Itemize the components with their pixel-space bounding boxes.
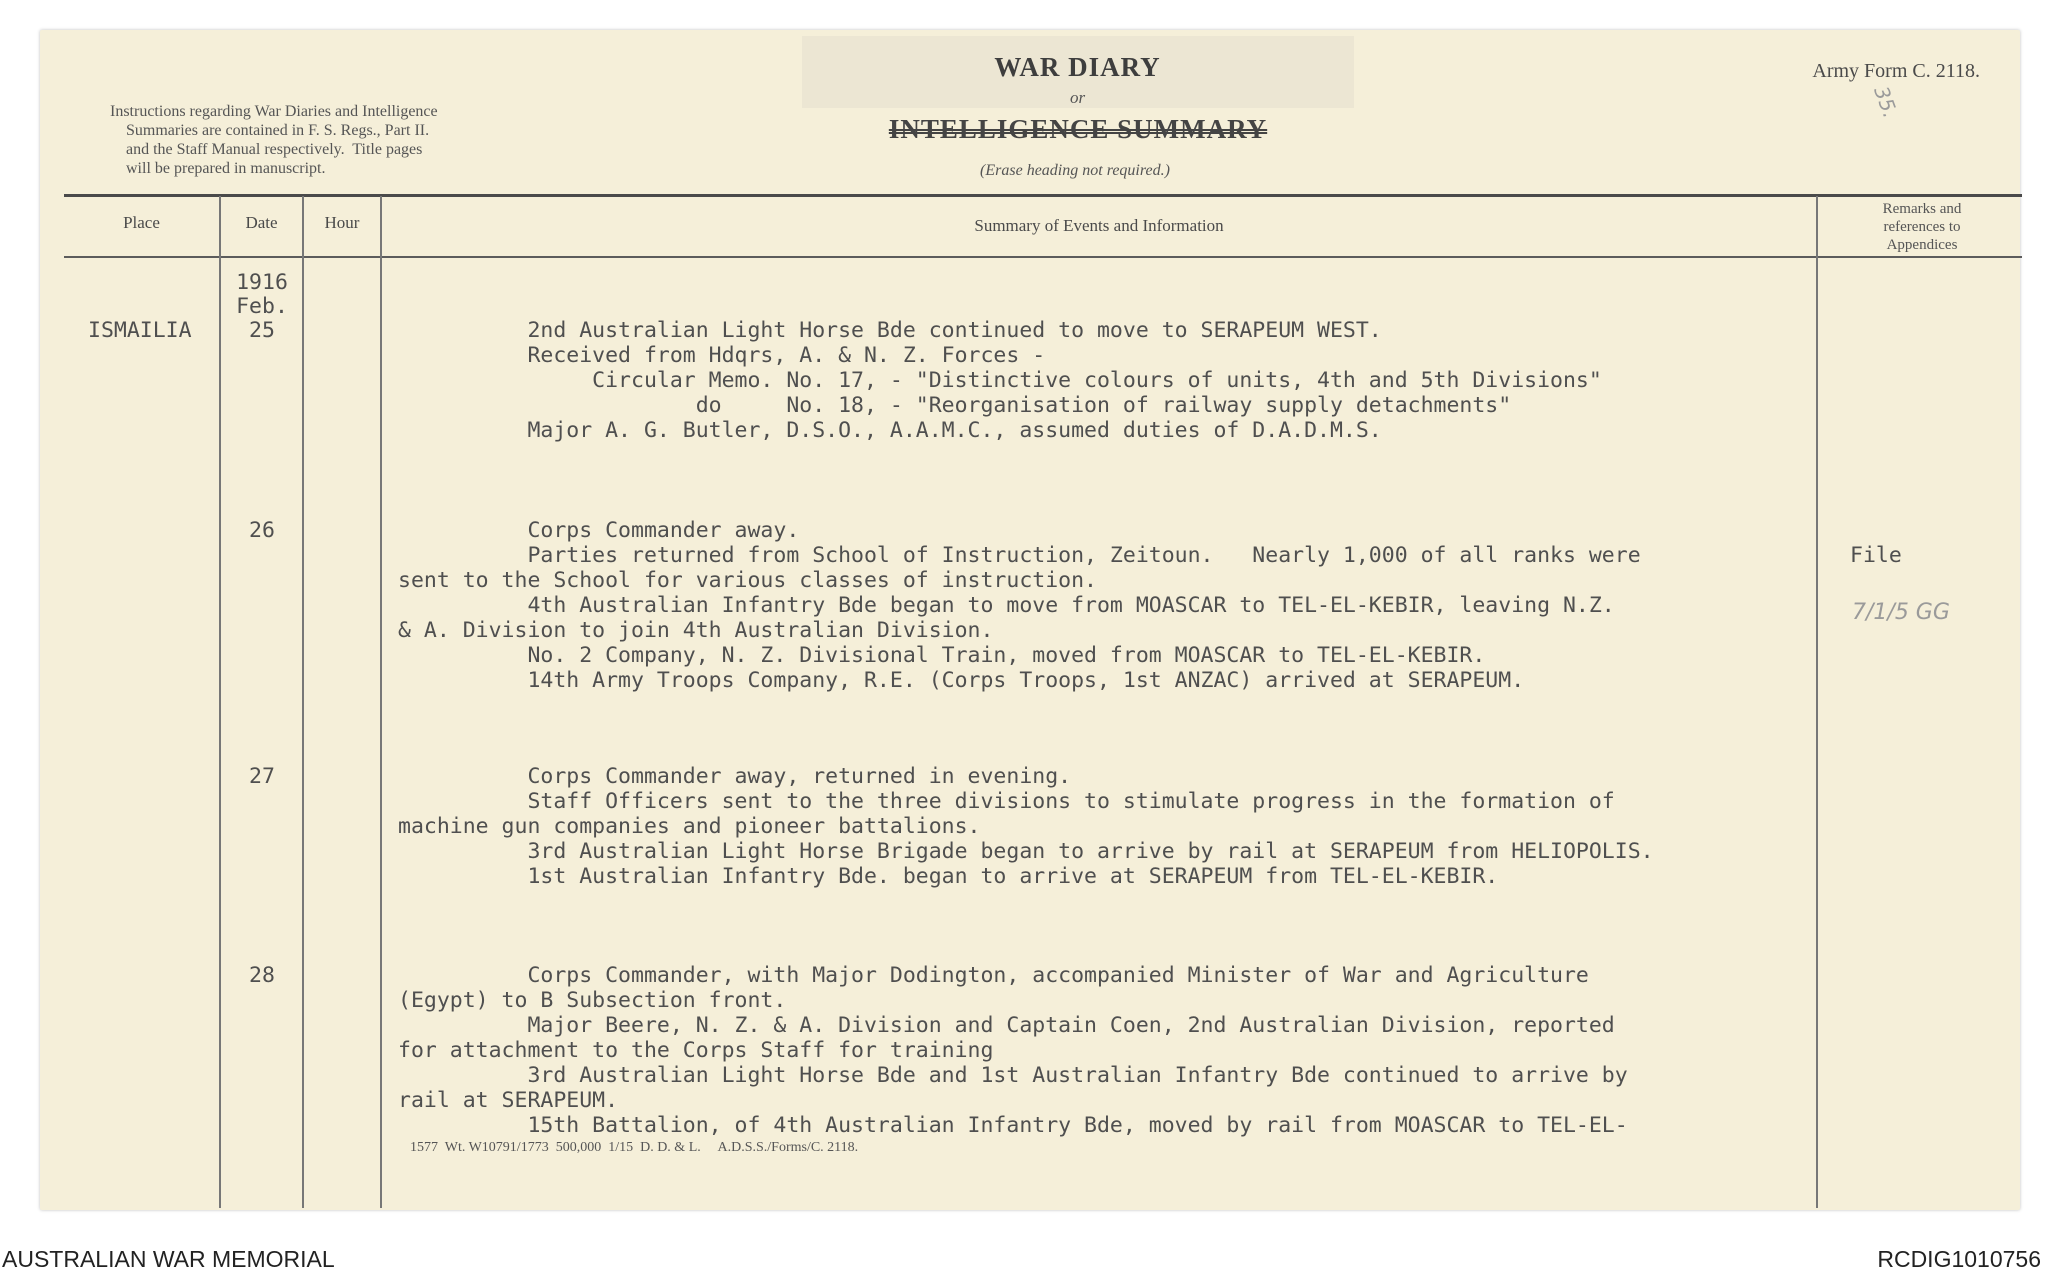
year: 1916	[236, 270, 288, 295]
column-header-remarks	[1858, 200, 1986, 254]
remarks-file: File	[1850, 543, 1902, 568]
column-header-summary: Summary of Events and Information	[974, 216, 1224, 235]
entry-line: 15th Battalion, of 4th Australian Infantry Bde, moved by rail from MOASCAR to TEL-EL-	[398, 1113, 1628, 1138]
entry-line: 2nd Australian Light Horse Bde continued to move to SERAPEUM WEST.	[398, 318, 1382, 343]
instructions-line: Summaries are contained in F. S. Regs., Part II.	[110, 122, 430, 139]
entry-date: 26	[249, 518, 275, 543]
place: ISMAILIA	[88, 318, 192, 343]
column-rule-summary	[1816, 196, 1818, 1208]
entry-line: do No. 18, - "Reorganisation of railway supply detachments"	[398, 393, 1512, 418]
column-header-hour: Hour	[324, 213, 360, 232]
remarks-header-line: Appendices	[1886, 237, 1958, 253]
entry-line: & A. Division to join 4th Australian Division.	[398, 618, 994, 643]
entry-line: Staff Officers sent to the three divisions to stimulate progress in the formation of	[398, 789, 1615, 814]
form-title: WAR DIARY	[994, 52, 1161, 82]
pencil-page-mark: 35.	[1869, 82, 1903, 122]
entry-line: sent to the School for various classes of instruction.	[398, 568, 1097, 593]
remarks-header-line: references to	[1883, 219, 1961, 235]
entry-line: 14th Army Troops Company, R.E. (Corps Troops, 1st ANZAC) arrived at SERAPEUM.	[398, 668, 1525, 693]
pencil-file-reference: 7/1/5 GG	[1852, 600, 1950, 625]
printer-imprint: 1577 Wt. W10791/1773 500,000 1/15 D. D. & L. A.D.S.S./Forms/C. 2118.	[410, 1140, 859, 1155]
entry-line: (Egypt) to B Subsection front.	[398, 988, 787, 1013]
entry-line: 4th Australian Infantry Bde began to move from MOASCAR to TEL-EL-KEBIR, leaving N.Z.	[398, 593, 1615, 618]
entry-line: Corps Commander away, returned in evening.	[398, 764, 1072, 789]
column-rule-date	[302, 196, 304, 1208]
entry-line: Corps Commander, with Major Dodington, accompanied Minister of War and Agriculture	[398, 963, 1589, 988]
table-top-rule	[64, 194, 2022, 197]
entry-line: Received from Hdqrs, A. & N. Z. Forces -	[398, 343, 1046, 368]
column-header-place: Place	[123, 213, 160, 232]
entry-line: 3rd Australian Light Horse Bde and 1st Australian Infantry Bde continued to arrive by	[398, 1063, 1628, 1088]
instructions-line: Instructions regarding War Diaries and Intelligence	[110, 103, 438, 120]
entry-line: Corps Commander away.	[398, 518, 800, 543]
remarks-header-line: Remarks and	[1882, 201, 1962, 217]
army-form-number: Army Form C. 2118.	[1812, 60, 1980, 82]
entry-date: 25	[249, 318, 275, 343]
entry-line: Circular Memo. No. 17, - "Distinctive colours of units, 4th and 5th Divisions"	[398, 368, 1602, 393]
archive-credit: AUSTRALIAN WAR MEMORIAL	[2, 1246, 335, 1272]
entry-date: 27	[249, 764, 275, 789]
column-header-date: Date	[245, 213, 278, 232]
entry-line: Major A. G. Butler, D.S.O., A.A.M.C., assumed duties of D.A.D.M.S.	[398, 418, 1382, 443]
entry-line: Major Beere, N. Z. & A. Division and Captain Coen, 2nd Australian Division, reported	[398, 1013, 1615, 1038]
form-or: or	[1069, 88, 1086, 107]
archive-id: RCDIG1010756	[1877, 1246, 2041, 1272]
month: Feb.	[236, 294, 288, 319]
diary-page	[40, 30, 2020, 1210]
erase-note: (Erase heading not required.)	[980, 162, 1170, 179]
table-header-rule	[64, 256, 2022, 258]
instructions-line: and the Staff Manual respectively. Title pages	[110, 141, 423, 158]
instructions-line: will be prepared in manuscript.	[110, 160, 326, 177]
entry-line: 1st Australian Infantry Bde. began to arrive at SERAPEUM from TEL-EL-KEBIR.	[398, 864, 1499, 889]
entry-line: No. 2 Company, N. Z. Divisional Train, moved from MOASCAR to TEL-EL-KEBIR.	[398, 643, 1486, 668]
entry-line: rail at SERAPEUM.	[398, 1088, 619, 1113]
entry-line: Parties returned from School of Instruction, Zeitoun. Nearly 1,000 of all ranks were	[398, 543, 1641, 568]
instructions	[110, 102, 610, 178]
entry-line: for attachment to the Corps Staff for training	[398, 1038, 994, 1063]
entry-line: 3rd Australian Light Horse Brigade began to arrive by rail at SERAPEUM from HELIOPOLIS.	[398, 839, 1654, 864]
entry-date: 28	[249, 963, 275, 988]
struck-heading: INTELLIGENCE SUMMARY	[888, 114, 1268, 144]
column-rule-hour	[380, 196, 382, 1208]
entry-line: machine gun companies and pioneer battalions.	[398, 814, 981, 839]
column-rule-place	[219, 196, 221, 1208]
